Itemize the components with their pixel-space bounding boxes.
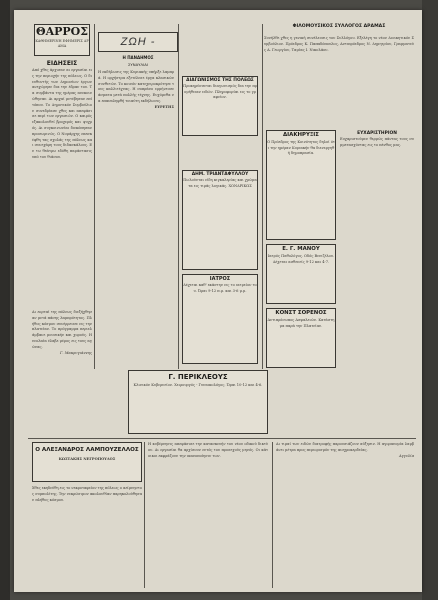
ad1-box: [182, 76, 258, 136]
column-rule-1: [94, 24, 95, 369]
bottom-left-ad-title: Ο ΑΛΕΞΑΝΔΡΟΣ ΛΑΜΠΟΥΖΕΛΛΟΣ: [35, 447, 139, 453]
ad7-body: Ευχαριστούμεν θερμώς πάντας τους συμμετασχόντας εις το πένθος μας.: [340, 137, 414, 147]
ad8-box: [128, 370, 268, 434]
ad3-body: Πωλούνται είδη κιγκαλερίας και χρώματα εις τιμάς λογικάς. ΧΟΝΔΡΙΚΩΣ: [183, 178, 257, 188]
section-sub1: Η ΠΑΝΔΗΜΟΣ: [122, 55, 154, 60]
ad6-body: Αντιπρόσωπος Ασφαλειών. Κατάστημα παρά την Πλατείαν.: [267, 318, 335, 328]
right-top-text: [264, 36, 414, 126]
ad2-body: Ο Πρόεδρος της Κοινότητος δηλοί ότι την ημέραν Κυριακήν θα διενεργηθή δημοπρασία.: [267, 140, 335, 156]
ad8-body: Κλινικόν Κυβερνείον. Χειρουργός - Γυναικολόγος. Ώραι 10-12 και 4-6.: [133, 383, 263, 387]
ad6-title: ΚΟΝΣΤ ΣΟΡΕΝΟΣ: [275, 310, 327, 316]
ad4-body: Δέχεται καθ' εκάστην εις το ιατρείον του. Ώραι 9-12 π.μ. και 3-6 μ.μ.: [183, 283, 257, 293]
newspaper-page: [14, 10, 422, 592]
ad3-box: [182, 170, 258, 270]
left-column-text: [32, 68, 92, 298]
masthead-box: [34, 24, 90, 56]
ad2-box: [266, 130, 336, 240]
page-edge: [422, 0, 438, 600]
ad6-box: [266, 308, 336, 368]
ad7-title: ΕΥΧΑΡΙΣΤΗΡΙΟΝ: [357, 131, 397, 136]
left-column-body: Από χθες άρχισαν αι εργασίαι εις την περιοχήν της πόλεως. Ο διευθυντής των Δημοσίων έργων ανεχώρησε δια την έδραν του. Τα συμβάντα της ημέρας ανεκοινώθησαν. Αι αρχαί μετέβησαν επί τόπου. Το Δημοτικόν Συμβούλιον συνεδρίασε χθες και απεφάσισε περί των εργασιών. Ο καιρός εξακολουθεί βροχερός και ψυχρός. Αι συγκοινωνίαι διεκόπησαν προσωρινώς. Ο Νομάρχης επεσκέφθη τας σχολάς της πόλεως και συνεχάρη τους διδασκάλους. Εν τω θεάτρω εδόθη παράστασις υπό του θιάσου.: [32, 68, 92, 159]
ad5-box: [266, 244, 336, 304]
left-column-lower: [32, 310, 92, 420]
bottom-rule-1: [144, 442, 145, 588]
ad1-body: Προκηρύσσεται διαγωνισμός δια την προμήθειαν ειδών. Πληροφορίαι εις το γραφείον.: [183, 84, 257, 100]
bottom-left-text: [32, 486, 142, 586]
section-divider: [28, 438, 416, 439]
middle-column-text: [98, 70, 174, 270]
right-top-body: Συνήλθε χθες η γενική συνέλευσις του Συλλόγου. Εξελέγη το νέον Διοικητικόν Συμβούλιον. Πρόεδρος Κ. Παπαδόπουλος, Αντιπρόεδρος Ν. Δημητρίου, Γραμματεύς Α. Γεωργίου, Ταμίας Ι. Νικολάου.: [264, 36, 414, 52]
left-lower-signature: Γ. Μακρυγιάννης: [59, 350, 92, 355]
column-rule-3: [262, 24, 263, 369]
ad5-title: Ε. Γ. ΜΑΝΟΥ: [282, 246, 320, 252]
bottom-left-ad: [32, 442, 142, 482]
ad4-box: [182, 274, 258, 364]
ad1-title: ΔΙΑΓΩΝΙΣΜΟΣ ΤΗΣ ΠΟΛΕΩΣ: [186, 78, 254, 83]
bottom-right-text: [276, 442, 414, 586]
ad2-title: ΔΙΑΚΗΡΥΞΙΣ: [283, 132, 319, 138]
middle-column-signature: ΕΥΡΕΤΗΣ: [154, 104, 174, 109]
left-column-heading: ΕΙΔΗΣΕΙΣ: [46, 60, 78, 67]
middle-column-body: Η εκδήλωσις της Κυριακής υπήρξε λαμπρά. Η ορχήστρα εξετέλεσε έργα κλασικών συνθετών. Το κοινόν κατεχειροκρότησε τους καλλιτέχνας. Η σοπράνο ερμήνευσε άσματα μετά πολλής τέχνης. Ευχόμεθα να επαναληφθή τοιαύτη εκδήλωσις.: [98, 70, 174, 103]
bottom-left-body: Χθες εκηδεύθη εις το νεκροταφείον της πόλεως ο αείμνηστος συμπολίτης. Την νεκρώσιμον ακολουθίαν παρηκολούθησαν πλήθος κόσμου.: [32, 486, 142, 502]
masthead-title: ΘΑΡΡΟΣ: [35, 25, 89, 38]
binding-strip: [0, 0, 10, 600]
bottom-right-body: Αι τιμαί των ειδών διατροφής παρουσιάζουν αύξησιν. Η αγορανομία λαμβάνει μέτρα προς περιορισμόν της αισχροκερδείας.: [276, 442, 414, 452]
ad8-title: Γ. ΠΕΡΙΚΛΕΟΥΣ: [168, 373, 228, 381]
bottom-center-text: [148, 442, 268, 586]
bottom-center-body: Η κυβέρνησις απεφάσισε την κατασκευήν του νέου οδικού δικτύου. Αι εργασίαι θα αρχίσουν εντός του προσεχούς μηνός. Οι κάτοικοι εκφράζουν την ικανοποίησιν των.: [148, 442, 268, 458]
bottom-right-sign: Αγγελία: [399, 453, 414, 458]
left-lower-body: Αι εορταί της πόλεως διεξήχθησαν μετά πάσης λαμπρότητος. Πλήθος κόσμου συνέρρευσε εις την πλατείαν. Το πρόγραμμα περιελάμβανε μουσικήν και χορούς. Η νεολαία έλαβε μέρος εις τους αγώνας.: [32, 310, 92, 349]
far-right-column: [340, 130, 414, 260]
ad5-body: Ιατρός Παθολόγος. Οδός Βενιζέλου. Δέχεται ασθενείς 9-12 και 4-7.: [267, 254, 335, 264]
right-top-banner: ΦΙΛΟΜΟΥΣΙΚΟΣ ΣΥΛΛΟΓΟΣ ΔΡΑΜΑΣ: [292, 24, 386, 29]
section-banner: ΖΩΗ -: [120, 36, 156, 48]
column-rule-2: [178, 24, 179, 369]
section-banner-box: [98, 32, 178, 52]
section-sub2: ΣΥΝΑΥΛΙΑΙ: [128, 62, 148, 67]
masthead-subtitle: ΚΑΘΗΜΕΡΙΝΗ ΕΦΗΜΕΡΙΣ ΔΡΑΜΑ: [35, 39, 89, 49]
ad3-title: ΔΗΜ. ΤΡΙΑΝΤΑΦΥΛΛΟΥ: [191, 172, 249, 177]
ad4-title: ΙΑΤΡΟΣ: [209, 276, 231, 282]
bottom-rule-2: [272, 442, 273, 588]
bottom-left-ad-name: ΚΩΣΤΑΚΗΣ ΝΕΓΡΟΠΟΥΛΟΣ: [58, 457, 116, 461]
